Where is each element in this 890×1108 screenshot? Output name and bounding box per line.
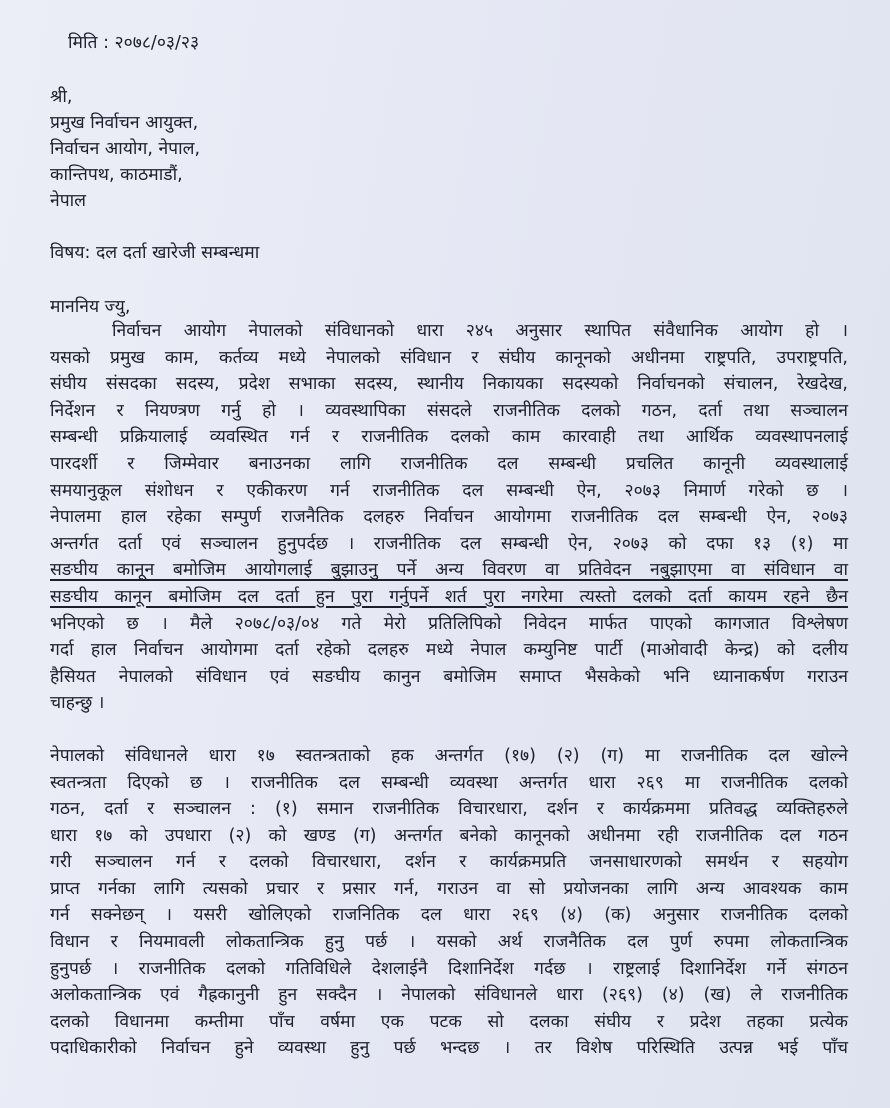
recipient-line: प्रमुख निर्वाचन आयुक्त, bbox=[50, 113, 199, 133]
paragraph-line: स्वतन्त्रता दिएको छ । राजनीतिक दल सम्बन्धी व्यवस्था अन्तर्गत धारा २६९ मा राजनीतिक दलको bbox=[50, 772, 848, 793]
paragraph-line: पारदर्शी र जिम्मेवार बनाउनका लागि राजनीतिक दल सम्बन्धी प्रचलित कानूनी व्यवस्थालाई bbox=[50, 453, 848, 474]
paragraph-line: पदाधिकारीको निर्वाचन हुने व्यवस्था हुनु पर्छ भन्दछ । तर विशेष परिस्थिति उत्पन्न भई पाँच bbox=[50, 1038, 848, 1059]
paragraph-line: अलोकतान्त्रिक एवं गैह्रकानुनी हुन सक्दैन । नेपालको संविधानले धारा (२६९) (४) (ख) ले राजनीतिक bbox=[50, 985, 848, 1006]
paragraph-line: धारा १७ को उपधारा (२) को खण्ड (ग) अन्तर्गत बनेको कानूनको अधीनमा रही राजनीतिक दल गठन bbox=[50, 825, 848, 846]
paragraph-line: भनिएको छ । मैले २०७८/०३/०४ गते मेरो प्रतिलिपिको निवेदन मार्फत पाएको कागजात विश्लेषण bbox=[50, 613, 848, 634]
recipient-address bbox=[50, 84, 848, 214]
paragraph-line: सम्बन्धी प्रक्रियालाई व्यवस्थित गर्न र राजनीतिक दलको काम कारवाही तथा आर्थिक व्यवस्थापनलाई bbox=[50, 427, 848, 448]
paragraph-line: दलको विधानमा कम्तीमा पाँच वर्षमा एक पटक सो दलका संघीय र प्रदेश तहका प्रत्येक bbox=[50, 1011, 848, 1032]
paragraph-line: नेपालमा हाल रहेका सम्पुर्ण राजनैतिक दलहरु निर्वाचन आयोगमा राजनीतिक दल सम्बन्धी ऐन, २०७३ bbox=[50, 507, 848, 528]
recipient-line: नेपाल bbox=[50, 191, 87, 211]
letter-subject: विषय: दल दर्ता खारेजी सम्बन्धमा bbox=[50, 243, 260, 263]
paragraph-line: नेपालको संविधानले धारा १७ स्वतन्त्रताको हक अन्तर्गत (१७) (२) (ग) मा राजनीतिक दल खोल्ने bbox=[50, 745, 848, 766]
body-paragraph-2 bbox=[50, 743, 848, 1062]
paragraph-line: निर्देशन र नियण्त्रण गर्नु हो । व्यवस्थापिका संसदले राजनीतिक दलको गठन, दर्ता तथा सञ्चालन bbox=[50, 400, 848, 421]
recipient-line: कान्तिपथ, काठमाडौं, bbox=[50, 165, 183, 185]
paragraph-line: गर्न सक्नेछन् । यसरी खोलिएको राजनितिक दल धारा २६९ (४) (क) अनुसार राजनीतिक दलको bbox=[50, 905, 848, 926]
body-paragraph-1 bbox=[50, 318, 848, 717]
underlined-line: सङघीय कानून बमोजिम आयोगलाई बुझाउनु पर्ने अन्य विवरण वा प्रतिवेदन नबुझाएमा वा संविधान वा bbox=[50, 560, 848, 581]
paragraph-line: प्राप्त गर्नका लागि त्यसको प्रचार र प्रसार गर्न, गराउन वा सो प्रयोजनका लागि अन्य आवश्यक काम bbox=[50, 878, 848, 899]
paragraph-line: अन्तर्गत दर्ता एवं सञ्चालन हुनुपर्दछ । राजनीतिक दल सम्बन्धी ऐन, २०७३ को दफा १३ (१) मा bbox=[50, 533, 848, 554]
recipient-line: निर्वाचन आयोग, नेपाल, bbox=[50, 139, 201, 159]
paragraph-line: गरी सञ्चालन गर्न र दलको विचारधारा, दर्शन र कार्यक्रमप्रति जनसाधारणको समर्थन र सहयोग bbox=[50, 852, 848, 873]
letter-salutation: माननिय ज्यु, bbox=[50, 297, 131, 317]
paragraph-line: हुनुपर्छ । राजनीतिक दलको गतिविधिले देशलाईनै दिशानिर्देश गर्दछ । राष्ट्रलाई दिशानिर्देश गर्ने संगठन bbox=[50, 958, 848, 979]
underlined-line: सङघीय कानून बमोजिम दल दर्ता हुन पुरा गर्नुपर्ने शर्त पुरा नगरेमा त्यस्तो दलको दर्ता कायम रहने छैन bbox=[50, 586, 848, 607]
paragraph-line: संघीय संसदका सदस्य, प्रदेश सभाका सदस्य, स्थानीय निकायका सदस्यको निर्वाचनको संचालन, रेखदेख, bbox=[50, 374, 848, 395]
letter-date: मिति : २०७८/०३/२३ bbox=[68, 33, 200, 53]
paragraph-line: गर्दा हाल निर्वाचन आयोगमा दर्ता रहेको दलहरु मध्ये नेपाल कम्युनिष्ट पार्टी (माओवादी केन्द्र) को दलीय bbox=[50, 640, 848, 661]
paragraph-line: निर्वाचन आयोग नेपालको संविधानको धारा २४५ अनुसार स्थापित संवैधानिक आयोग हो । bbox=[112, 321, 848, 341]
paragraph-line: यसको प्रमुख काम, कर्तव्य मध्ये नेपालको संविधान र संघीय कानूनको अधीनमा राष्ट्रपति, उपराष्ट्रपति, bbox=[50, 347, 848, 368]
paragraph-line: गठन, दर्ता र सञ्चालन : (१) समान राजनीतिक विचारधारा, दर्शन र कार्यक्रममा प्रतिवद्ध व्यक्तिहरुले bbox=[50, 799, 848, 820]
paragraph-line: हैसियत नेपालको संविधान एवं सङघीय कानुन बमोजिम समाप्त भैसकेको भनि ध्यानाकर्षण गराउन bbox=[50, 666, 848, 687]
recipient-line: श्री, bbox=[50, 87, 73, 107]
paragraph-line: चाहन्छु । bbox=[50, 693, 105, 714]
paragraph-line: समयानुकूल संशोधन र एकीकरण गर्न राजनीतिक दल सम्बन्धी ऐन, २०७३ निमार्ण गरेको छ । bbox=[50, 480, 848, 501]
paragraph-line: विधान र नियमावली लोकतान्त्रिक हुनु पर्छ । यसको अर्थ राजनैतिक दल पुर्ण रुपमा लोकतान्त्रिक bbox=[50, 932, 848, 953]
